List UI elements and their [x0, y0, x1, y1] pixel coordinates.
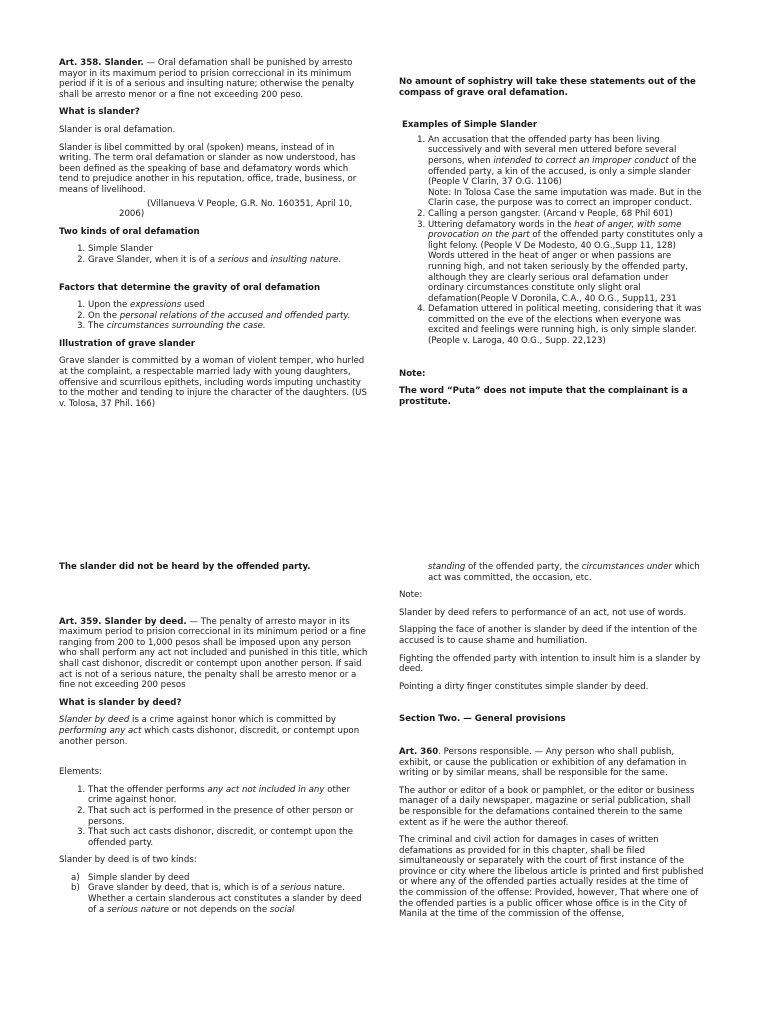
- page-2-right-column: [399, 562, 704, 927]
- art-358-body: — Oral defamation shall be punished by arresto mayor in its maximum period to prision correccional in its minimum period if it is of a serious and insulting nature; otherwise the penalty shall be arresto menor or a fine not exceeding 200 peso.: [59, 58, 355, 100]
- illustration-paragraph: Grave slander is committed by a woman of violent temper, who hurled at the complaint, a respectable married lady with young daughters, offensive and scurrilous epithets, including words imputing unchastity to the mother and tending to injure the character of the daughters. (US v. Tolosa, 37 Phil. 166): [59, 356, 367, 409]
- continuation-paragraph: [399, 562, 704, 583]
- kind-b-em-3: social: [269, 904, 295, 915]
- deed-mid: is a crime against honor which is committed by: [129, 715, 336, 726]
- elements-heading: Elements:: [59, 767, 102, 778]
- kind-grave-pre: Grave Slander, when it is of a: [88, 254, 218, 265]
- page-2: [0, 512, 768, 1024]
- deed-definition: [59, 715, 369, 747]
- kind-b-em-2: serious nature: [107, 904, 169, 915]
- slander-definition: Slander is oral defamation.: [59, 124, 176, 135]
- slapping-paragraph: Slapping the face of another is slander by deed if the intention of the accused is to cause shame and humiliation.: [399, 625, 698, 646]
- continuation-post: which act was committed, the occasion, etc.: [428, 562, 700, 583]
- deed-em-1: Slander by deed: [59, 715, 130, 726]
- kind-grave-and: and: [248, 254, 271, 265]
- sophistry-paragraph: [399, 77, 704, 98]
- art-360-title: Art. 360: [399, 746, 439, 757]
- two-kinds-list: [59, 244, 369, 265]
- art-358-paragraph: [59, 58, 369, 100]
- art-360-body: . Persons responsible. — Any person who shall publish, exhibit, or cause the publication or exhibition of any defamation in writing or by similar means, shall be responsible for the same.: [399, 746, 687, 779]
- factor-2-pre: On the: [88, 310, 120, 321]
- puta-paragraph: [399, 386, 704, 407]
- element-1-post: other crime against honor.: [88, 784, 351, 806]
- example-1-note: Note: In Tolosa Case the same imputation was made. But in the Clarin case, the purpose was to correct an improper conduct.: [428, 187, 702, 209]
- examples-list: [399, 135, 704, 347]
- section-two-heading: Section Two. — General provisions: [399, 714, 566, 725]
- factor-1-post: used: [181, 300, 205, 311]
- list-item: [88, 244, 369, 255]
- art-359-body: — The penalty of arresto mayor in its maximum period to prision correccional in its minimum period or a fine ranging from 200 to 1,000 pesos shall be imposed upon any person who shall perform any act not included and punished in this title, which shall cast dishonor, discredit or contempt upon another person. If said act is not of a serious nature, the penalty shall be arresto menor or a fine not exceeding 200 pesos: [59, 616, 368, 691]
- example-3-pre: Uttering defamatory words in the: [428, 219, 575, 230]
- kind-simple-slander: Simple Slander: [88, 244, 153, 255]
- what-is-deed-heading: What is slander by deed?: [59, 697, 182, 708]
- kind-b-em-1: serious: [280, 883, 312, 894]
- not-heard-paragraph: [59, 562, 369, 573]
- note-label: Note:: [399, 590, 423, 601]
- page-2-left-column: [59, 562, 369, 922]
- kind-grave-post: .: [338, 254, 342, 265]
- illustration-heading: Illustration of grave slander: [59, 338, 195, 349]
- villanueva-citation: [59, 199, 369, 220]
- continuation-em-1: standing: [428, 562, 466, 572]
- list-item: [428, 209, 704, 220]
- art-358-title: Art. 358. Slander.: [59, 58, 144, 68]
- slander-paragraph: Slander is libel committed by oral (spoken) means, instead of in writing. The term oral defamation or slander as now understood, has been defined as the speaking of base and defamatory words which tend to prejudice another in his reputation, office, trade, business, or means of livelihood.: [59, 142, 357, 195]
- element-3: That such act casts dishonor, discredit, or contempt upon the offended party.: [88, 827, 354, 848]
- deed-definition-note: Slander by deed refers to performance of an act, not use of words.: [399, 607, 687, 618]
- list-item: [428, 135, 704, 209]
- continuation-em-2: circumstances under: [581, 562, 672, 572]
- example-1-pre: An accusation that the offended party has been living successively and with several men uttered before several persons, when: [428, 134, 677, 166]
- not-heard-text: The slander did not be heard by the offended party.: [59, 562, 311, 572]
- element-1-pre: That the offender performs: [88, 784, 208, 795]
- list-item: [71, 883, 369, 915]
- art-360-paragraph: [399, 747, 704, 779]
- factor-3-em: circumstances surrounding the case.: [106, 321, 266, 332]
- list-item: [88, 311, 369, 322]
- deed-post: which casts dishonor, discredit, or contempt upon another person.: [59, 725, 360, 747]
- kind-grave-serious: serious: [217, 254, 249, 265]
- fighting-paragraph: Fighting the offended party with intention to insult him is a slander by deed.: [399, 653, 701, 675]
- criminal-action-paragraph: The criminal and civil action for damages in cases of written defamations as provided for in this chapter, shall be filed simultaneously or separately with the court of first instance of the province or city where the libelous article is printed and first published or where any of the offended parties actually resides at the time of the commission of the offense: Provided, however, That where one of the offended parties is a public officer whose office is in the City of Manila at the time of the commission of the offense,: [399, 835, 704, 920]
- continuation-mid: of the offended party, the: [465, 562, 582, 572]
- list-item: [71, 872, 369, 884]
- example-3-continuation: Words uttered in the heat of anger or when passions are running high, and not taken seriously by the offended party, although they are clearly serious oral defamation under ordinary circumstances constitute only slight oral defamation(People V Doronila, C.A., 40 O.G., Supp11, 231: [428, 251, 689, 304]
- kind-b-marker: b): [71, 883, 80, 894]
- example-1-post: of the offended party, a kin of the accused, is only a simple slander (People V Clarin, 37 O.G. 1106): [428, 155, 697, 188]
- list-item: [88, 300, 369, 311]
- sophistry-text: No amount of sophistry will take these statements out of the compass of grave oral defamation.: [399, 77, 696, 98]
- factor-3-pre: The: [88, 321, 107, 332]
- factors-list: [59, 300, 369, 332]
- example-1-em: intended to correct an improper conduct: [493, 155, 669, 166]
- note-heading: Note:: [399, 368, 426, 379]
- kind-a: Simple slander by deed: [88, 872, 190, 883]
- example-4: Defamation uttered in political meeting, considering that it was committed on the eve of the elections when everyone was excited and feelings were running high, is only simple slander. (People v. Laroga, 40 O.G., Supp. 22,123): [428, 304, 702, 347]
- list-item: [88, 785, 369, 806]
- list-item: [88, 321, 369, 332]
- list-item: [428, 304, 704, 346]
- page-1-right-column: [399, 77, 704, 414]
- factor-2-em: personal relations of the accused and offended party.: [119, 310, 351, 321]
- deed-kinds-list: [59, 873, 369, 915]
- puta-text: The word “Puta” does not impute that the complainant is a prostitute.: [399, 386, 688, 407]
- kind-b-mid: nature. Whether a certain slanderous act constitutes a slander by deed of a: [88, 883, 362, 915]
- list-item: [428, 220, 704, 305]
- list-item: [88, 806, 369, 827]
- factors-heading: Factors that determine the gravity of oral defamation: [59, 282, 321, 293]
- element-2: That such act is performed in the presence of other person or persons.: [88, 805, 354, 827]
- what-is-slander-heading: What is slander?: [59, 107, 140, 118]
- example-3-em: heat of anger, with some provocation on the part: [428, 219, 682, 241]
- kind-b-pre: Grave slander by deed, that is, which is of a: [88, 883, 281, 894]
- kind-b-mid-2: or not depends on the: [168, 904, 270, 915]
- list-item: [88, 255, 369, 266]
- finger-paragraph: Pointing a dirty finger constitutes simple slander by deed.: [399, 681, 649, 692]
- two-kinds-deed: Slander by deed is of two kinds:: [59, 855, 197, 866]
- factor-1-em: expressions: [130, 300, 182, 311]
- citation-text: (Villanueva V People, G.R. No. 160351, April 10, 2006): [119, 198, 353, 220]
- list-item: [88, 827, 369, 848]
- example-2: Calling a person gangster. (Arcand v People, 68 Phil 601): [428, 208, 673, 219]
- kind-a-marker: a): [71, 872, 80, 883]
- art-359-title: Art. 359. Slander by deed.: [59, 616, 187, 627]
- elements-list: [59, 785, 369, 849]
- example-3-post: of the offended party constitutes only a light felony. (People V De Modesto, 40 O.G.,Supp 11, 128): [428, 230, 704, 251]
- author-paragraph: The author or editor of a book or pamphlet, or the editor or business manager of a daily newspaper, magazine or serial publication, shall be responsible for the defamations contained therein to the same extent as if he were the author thereof.: [399, 785, 695, 828]
- kind-grave-insulting: insulting nature: [270, 254, 339, 265]
- deed-em-2: performing any act: [59, 725, 142, 736]
- factor-1-pre: Upon the: [88, 300, 131, 311]
- page-1-left-column: [59, 58, 369, 416]
- two-kinds-heading: Two kinds of oral defamation: [59, 226, 200, 237]
- element-1-em: any act not included in any: [207, 784, 325, 795]
- examples-heading: Examples of Simple Slander: [402, 120, 538, 131]
- art-359-paragraph: [59, 617, 369, 691]
